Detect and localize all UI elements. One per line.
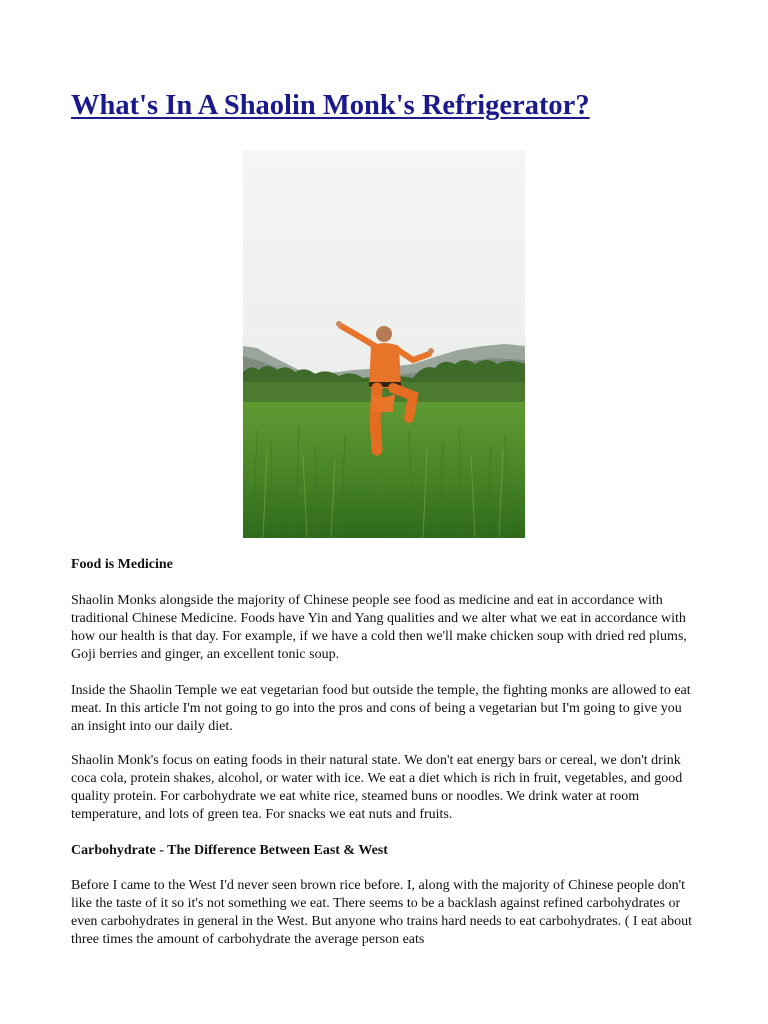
paragraph-vegetarian: Inside the Shaolin Temple we eat vegetarian food but outside the temple, the fighting monks are allowed to eat meat. In this article I'm not going to go into the pros and cons of being a vegetarian but I'm going to give you an insight into our daily diet. [71,683,691,734]
article-title-link[interactable]: What's In A Shaolin Monk's Refrigerator? [71,90,590,121]
paragraph-natural-foods: Shaolin Monk's focus on eating foods in their natural state. We don't eat energy bars or cereal, we don't drink coca cola, protein shakes, alcohol, or water with ice. We eat a diet which is rich in fruit, vegetables, and good quality protein. For carbohydrate we eat white rice, steamed buns or noodles. We drink water at room temperature, and lots of green tea. For snacks we eat nuts and fruits. [71,753,683,822]
monk-in-rice-field-image [243,150,525,538]
article-title [71,88,590,124]
monk-photo [243,150,525,538]
paragraph-carbohydrate: Before I came to the West I'd never seen brown rice before. I, along with the majority of Chinese people don't like the taste of it so it's not something we eat. There seems to be a backlash against refined carbohydrates or even carbohydrates in general in the West. But anyone who trains hard needs to eat carbohydrates. ( I eat about three times the amount of carbohydrate the average person eats [71,878,693,947]
section-heading-carbohydrate: Carbohydrate - The Difference Between East & West [71,843,388,858]
section-heading-food-is-medicine: Food is Medicine [71,557,173,572]
paragraph-food-medicine: Shaolin Monks alongside the majority of Chinese people see food as medicine and eat in accordance with traditional Chinese Medicine. Foods have Yin and Yang qualities and we alter what we eat in accordance with how our health is that day. For example, if we have a cold then we'll make chicken soup with dried red plums, Goji berries and ginger, an excellent tonic soup. [71,593,687,662]
